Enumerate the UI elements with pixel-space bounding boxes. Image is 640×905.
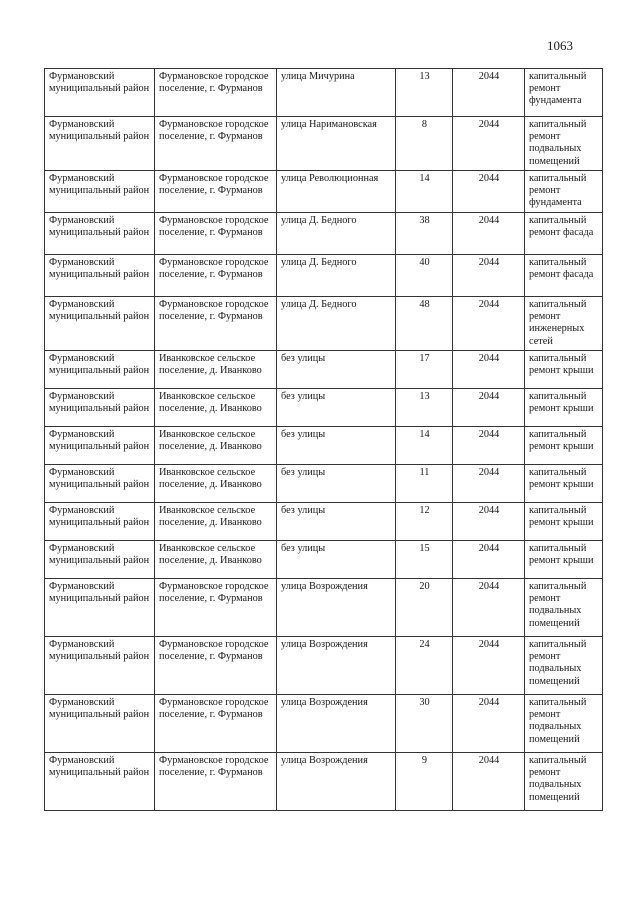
street-cell: без улицы	[277, 351, 396, 389]
work-type-cell: капитальный ремонт крыши	[525, 389, 603, 427]
street-cell: улица Возрождения	[277, 637, 396, 695]
table-row	[45, 297, 603, 351]
house-number-cell: 40	[396, 255, 453, 297]
work-type-cell: капитальный ремонт крыши	[525, 351, 603, 389]
district-cell: Фурмановский муниципальный район	[45, 69, 155, 117]
work-type-cell: капитальный ремонт подвальных помещений	[525, 695, 603, 753]
district-cell: Фурмановский муниципальный район	[45, 117, 155, 171]
year-cell: 2044	[453, 579, 525, 637]
table-body	[45, 69, 603, 811]
table-row	[45, 541, 603, 579]
district-cell: Фурмановский муниципальный район	[45, 427, 155, 465]
street-cell: улица Возрождения	[277, 753, 396, 811]
table-row	[45, 637, 603, 695]
settlement-cell: Иванковское сельское поселение, д. Иванково	[155, 541, 277, 579]
house-number-cell: 20	[396, 579, 453, 637]
settlement-cell: Фурмановское городское поселение, г. Фурманов	[155, 753, 277, 811]
district-cell: Фурмановский муниципальный район	[45, 753, 155, 811]
work-type-cell: капитальный ремонт фасада	[525, 213, 603, 255]
table-row	[45, 579, 603, 637]
street-cell: улица Д. Бедного	[277, 255, 396, 297]
district-cell: Фурмановский муниципальный район	[45, 389, 155, 427]
district-cell: Фурмановский муниципальный район	[45, 255, 155, 297]
street-cell: улица Возрождения	[277, 579, 396, 637]
settlement-cell: Фурмановское городское поселение, г. Фурманов	[155, 579, 277, 637]
work-type-cell: капитальный ремонт фундамента	[525, 171, 603, 213]
year-cell: 2044	[453, 427, 525, 465]
district-cell: Фурмановский муниципальный район	[45, 637, 155, 695]
table-row	[45, 503, 603, 541]
year-cell: 2044	[453, 117, 525, 171]
settlement-cell: Фурмановское городское поселение, г. Фурманов	[155, 69, 277, 117]
settlement-cell: Фурмановское городское поселение, г. Фурманов	[155, 297, 277, 351]
year-cell: 2044	[453, 541, 525, 579]
year-cell: 2044	[453, 171, 525, 213]
work-type-cell: капитальный ремонт фундамента	[525, 69, 603, 117]
settlement-cell: Фурмановское городское поселение, г. Фурманов	[155, 255, 277, 297]
settlement-cell: Иванковское сельское поселение, д. Иванково	[155, 351, 277, 389]
repair-schedule-table	[44, 68, 603, 811]
street-cell: улица Наримановская	[277, 117, 396, 171]
house-number-cell: 15	[396, 541, 453, 579]
street-cell: улица Революционная	[277, 171, 396, 213]
street-cell: улица Возрождения	[277, 695, 396, 753]
house-number-cell: 14	[396, 171, 453, 213]
house-number-cell: 11	[396, 465, 453, 503]
year-cell: 2044	[453, 753, 525, 811]
year-cell: 2044	[453, 297, 525, 351]
district-cell: Фурмановский муниципальный район	[45, 695, 155, 753]
table-row	[45, 171, 603, 213]
district-cell: Фурмановский муниципальный район	[45, 297, 155, 351]
year-cell: 2044	[453, 695, 525, 753]
house-number-cell: 17	[396, 351, 453, 389]
table-row	[45, 213, 603, 255]
street-cell: без улицы	[277, 503, 396, 541]
year-cell: 2044	[453, 351, 525, 389]
settlement-cell: Иванковское сельское поселение, д. Иванково	[155, 427, 277, 465]
table-row	[45, 351, 603, 389]
street-cell: без улицы	[277, 389, 396, 427]
house-number-cell: 24	[396, 637, 453, 695]
work-type-cell: капитальный ремонт крыши	[525, 465, 603, 503]
table-row	[45, 69, 603, 117]
house-number-cell: 12	[396, 503, 453, 541]
table-row	[45, 255, 603, 297]
year-cell: 2044	[453, 465, 525, 503]
table-row	[45, 753, 603, 811]
house-number-cell: 48	[396, 297, 453, 351]
district-cell: Фурмановский муниципальный район	[45, 465, 155, 503]
year-cell: 2044	[453, 213, 525, 255]
work-type-cell: капитальный ремонт инженерных сетей	[525, 297, 603, 351]
settlement-cell: Иванковское сельское поселение, д. Иванково	[155, 465, 277, 503]
year-cell: 2044	[453, 389, 525, 427]
table-row	[45, 695, 603, 753]
work-type-cell: капитальный ремонт крыши	[525, 427, 603, 465]
table-row	[45, 427, 603, 465]
district-cell: Фурмановский муниципальный район	[45, 541, 155, 579]
work-type-cell: капитальный ремонт крыши	[525, 503, 603, 541]
year-cell: 2044	[453, 69, 525, 117]
table-row	[45, 389, 603, 427]
year-cell: 2044	[453, 503, 525, 541]
table-row	[45, 117, 603, 171]
work-type-cell: капитальный ремонт подвальных помещений	[525, 753, 603, 811]
page-number: 1063	[547, 38, 573, 53]
house-number-cell: 14	[396, 427, 453, 465]
street-cell: улица Мичурина	[277, 69, 396, 117]
district-cell: Фурмановский муниципальный район	[45, 351, 155, 389]
work-type-cell: капитальный ремонт подвальных помещений	[525, 117, 603, 171]
settlement-cell: Фурмановское городское поселение, г. Фурманов	[155, 637, 277, 695]
work-type-cell: капитальный ремонт фасада	[525, 255, 603, 297]
settlement-cell: Фурмановское городское поселение, г. Фурманов	[155, 213, 277, 255]
work-type-cell: капитальный ремонт крыши	[525, 541, 603, 579]
street-cell: без улицы	[277, 541, 396, 579]
work-type-cell: капитальный ремонт подвальных помещений	[525, 579, 603, 637]
district-cell: Фурмановский муниципальный район	[45, 213, 155, 255]
year-cell: 2044	[453, 255, 525, 297]
house-number-cell: 30	[396, 695, 453, 753]
settlement-cell: Иванковское сельское поселение, д. Иванково	[155, 503, 277, 541]
house-number-cell: 13	[396, 69, 453, 117]
street-cell: улица Д. Бедного	[277, 297, 396, 351]
settlement-cell: Фурмановское городское поселение, г. Фурманов	[155, 117, 277, 171]
settlement-cell: Фурмановское городское поселение, г. Фурманов	[155, 171, 277, 213]
district-cell: Фурмановский муниципальный район	[45, 579, 155, 637]
house-number-cell: 38	[396, 213, 453, 255]
street-cell: без улицы	[277, 465, 396, 503]
table-row	[45, 465, 603, 503]
district-cell: Фурмановский муниципальный район	[45, 171, 155, 213]
settlement-cell: Фурмановское городское поселение, г. Фурманов	[155, 695, 277, 753]
work-type-cell: капитальный ремонт подвальных помещений	[525, 637, 603, 695]
settlement-cell: Иванковское сельское поселение, д. Иванково	[155, 389, 277, 427]
house-number-cell: 8	[396, 117, 453, 171]
street-cell: улица Д. Бедного	[277, 213, 396, 255]
year-cell: 2044	[453, 637, 525, 695]
house-number-cell: 13	[396, 389, 453, 427]
house-number-cell: 9	[396, 753, 453, 811]
street-cell: без улицы	[277, 427, 396, 465]
district-cell: Фурмановский муниципальный район	[45, 503, 155, 541]
